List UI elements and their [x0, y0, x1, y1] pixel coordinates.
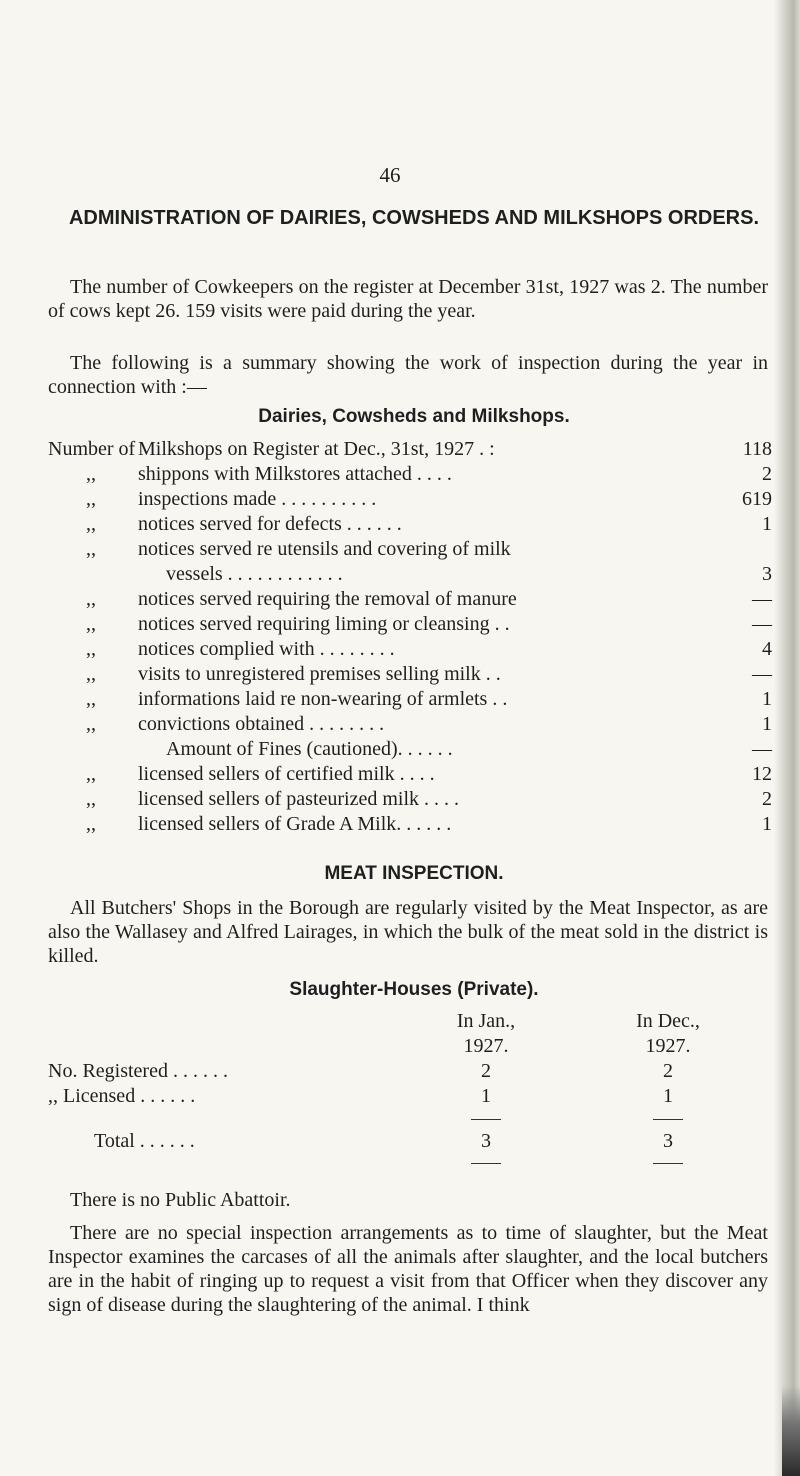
row-jan-value: 2 — [481, 1060, 491, 1082]
total-dec-value: 3 — [663, 1130, 673, 1152]
row-value: 4 — [762, 638, 772, 660]
row-value: — — [752, 738, 772, 760]
table-row — [0, 1058, 780, 1084]
row-label: notices complied with . . . . . . . . — [138, 638, 395, 660]
dairies-row — [48, 737, 772, 761]
row-label: notices served requiring liming or cleansing . . — [138, 613, 510, 635]
row-label: inspections made . . . . . . . . . . — [138, 488, 377, 510]
table-row — [0, 1083, 780, 1109]
ditto-mark: ,, — [86, 788, 96, 810]
row-value: 1 — [762, 688, 772, 710]
row-label: licensed sellers of certified milk . . . . — [138, 763, 435, 785]
row-label: licensed sellers of pasteurized milk . . . . — [138, 788, 460, 810]
closing-paragraph-1: There is no Public Abattoir. — [70, 1189, 291, 1211]
ditto-mark: ,, — [86, 763, 96, 785]
row-label: informations laid re non-wearing of armlets . . — [138, 688, 508, 710]
row-value: — — [752, 663, 772, 685]
ditto-mark: ,, — [86, 688, 96, 710]
col-dec-header: In Dec., — [636, 1010, 700, 1032]
col-dec-year: 1927. — [645, 1035, 691, 1057]
ditto-mark: ,, — [86, 588, 96, 610]
row-dec-value: 1 — [663, 1085, 673, 1107]
row-label: convictions obtained . . . . . . . . — [138, 713, 385, 735]
row-value: 12 — [752, 763, 772, 785]
row-label: visits to unregistered premises selling milk . . — [138, 663, 501, 685]
dairies-row — [48, 662, 772, 686]
dairies-row — [48, 462, 772, 486]
dairies-row — [48, 487, 772, 511]
row-label: licensed sellers of Grade A Milk. . . . . . — [138, 813, 452, 835]
col-jan-header: In Jan., — [456, 1010, 516, 1032]
ditto-mark: ,, — [86, 488, 96, 510]
row-label: ,, Licensed . . . . . . — [48, 1085, 196, 1107]
ditto-mark: ,, — [86, 638, 96, 660]
dairies-row — [48, 812, 772, 836]
ditto-mark: ,, — [86, 613, 96, 635]
meat-paragraph: All Butchers' Shops in the Borough are regularly visited by the Meat Inspector, as are also the Wallasey and Alfred Lairages, in which the bulk of the meat sold in the district is killed. — [48, 897, 768, 967]
intro-paragraph-2: The following is a summary showing the work of inspection during the year in connection with :— — [48, 352, 768, 398]
total-rule-jan — [471, 1163, 501, 1164]
dairies-row — [48, 762, 772, 786]
ditto-mark: ,, — [86, 663, 96, 685]
page-number: 46 — [379, 163, 401, 187]
row-label: Milkshops on Register at Dec., 31st, 1927 . : — [138, 438, 495, 460]
row-label: No. Registered . . . . . . — [48, 1060, 228, 1082]
slaughter-section-title: Slaughter-Houses (Private). — [289, 979, 539, 1000]
row-dec-value: 2 — [663, 1060, 673, 1082]
dairies-row — [48, 612, 772, 636]
dairies-row — [48, 437, 772, 461]
dairies-row — [48, 787, 772, 811]
total-jan-value: 3 — [481, 1130, 491, 1152]
row-value: 619 — [742, 488, 772, 510]
row-label: vessels . . . . . . . . . . . . — [166, 563, 343, 585]
total-rule-dec — [653, 1163, 683, 1164]
subtotal-rule-jan — [471, 1119, 501, 1120]
meat-section-title: MEAT INSPECTION. — [324, 863, 504, 884]
subtotal-rule-dec — [653, 1119, 683, 1120]
row-value: 1 — [762, 713, 772, 735]
row-label: notices served for defects . . . . . . — [138, 513, 402, 535]
row-value: 1 — [762, 813, 772, 835]
row-label: notices served requiring the removal of manure — [138, 588, 517, 610]
intro-paragraph-1: The number of Cowkeepers on the register at December 31st, 1927 was 2. The number of cows kept 26. 159 visits were paid during the year. — [48, 276, 768, 322]
slaughter-header-row-2 — [0, 1033, 780, 1059]
ditto-mark: ,, — [86, 463, 96, 485]
dairies-row — [48, 562, 772, 586]
total-label: Total . . . . . . — [94, 1130, 195, 1152]
ditto-mark: ,, — [86, 513, 96, 535]
lead-word: Number of — [48, 438, 136, 460]
row-value: 1 — [762, 513, 772, 535]
dairies-section-title: Dairies, Cowsheds and Milkshops. — [258, 406, 570, 427]
row-value: — — [752, 588, 772, 610]
closing-paragraph-2: There are no special inspection arrangements as to time of slaughter, but the Meat Inspector examines the carcases of all the animals after slaughter, and the local butchers are in the habit of ringing up to request a visit from that Officer when they discover any sign of disease during the slaughtering of the animal. I think — [48, 1222, 768, 1316]
ditto-mark: ,, — [86, 538, 96, 560]
total-row — [0, 1128, 780, 1154]
page-corner-shadow — [782, 1386, 800, 1476]
document-heading: ADMINISTRATION OF DAIRIES, COWSHEDS AND MILKSHOPS ORDERS. — [68, 207, 760, 229]
row-label: shippons with Milkstores attached . . . . — [138, 463, 452, 485]
dairies-row — [48, 637, 772, 661]
row-value: — — [752, 613, 772, 635]
dairies-row — [48, 537, 772, 561]
row-label: Amount of Fines (cautioned). . . . . . — [166, 738, 453, 760]
row-value: 118 — [742, 438, 772, 460]
dairies-row — [48, 687, 772, 711]
row-label: notices served re utensils and covering of milk — [138, 538, 511, 560]
row-value: 2 — [762, 788, 772, 810]
ditto-mark: ,, — [86, 713, 96, 735]
dairies-row — [48, 587, 772, 611]
slaughter-header-row-1 — [0, 1008, 780, 1034]
col-jan-year: 1927. — [463, 1035, 509, 1057]
dairies-row — [48, 512, 772, 536]
row-value: 2 — [762, 463, 772, 485]
ditto-mark: ,, — [86, 813, 96, 835]
row-value: 3 — [762, 563, 772, 585]
dairies-row — [48, 712, 772, 736]
row-jan-value: 1 — [481, 1085, 491, 1107]
